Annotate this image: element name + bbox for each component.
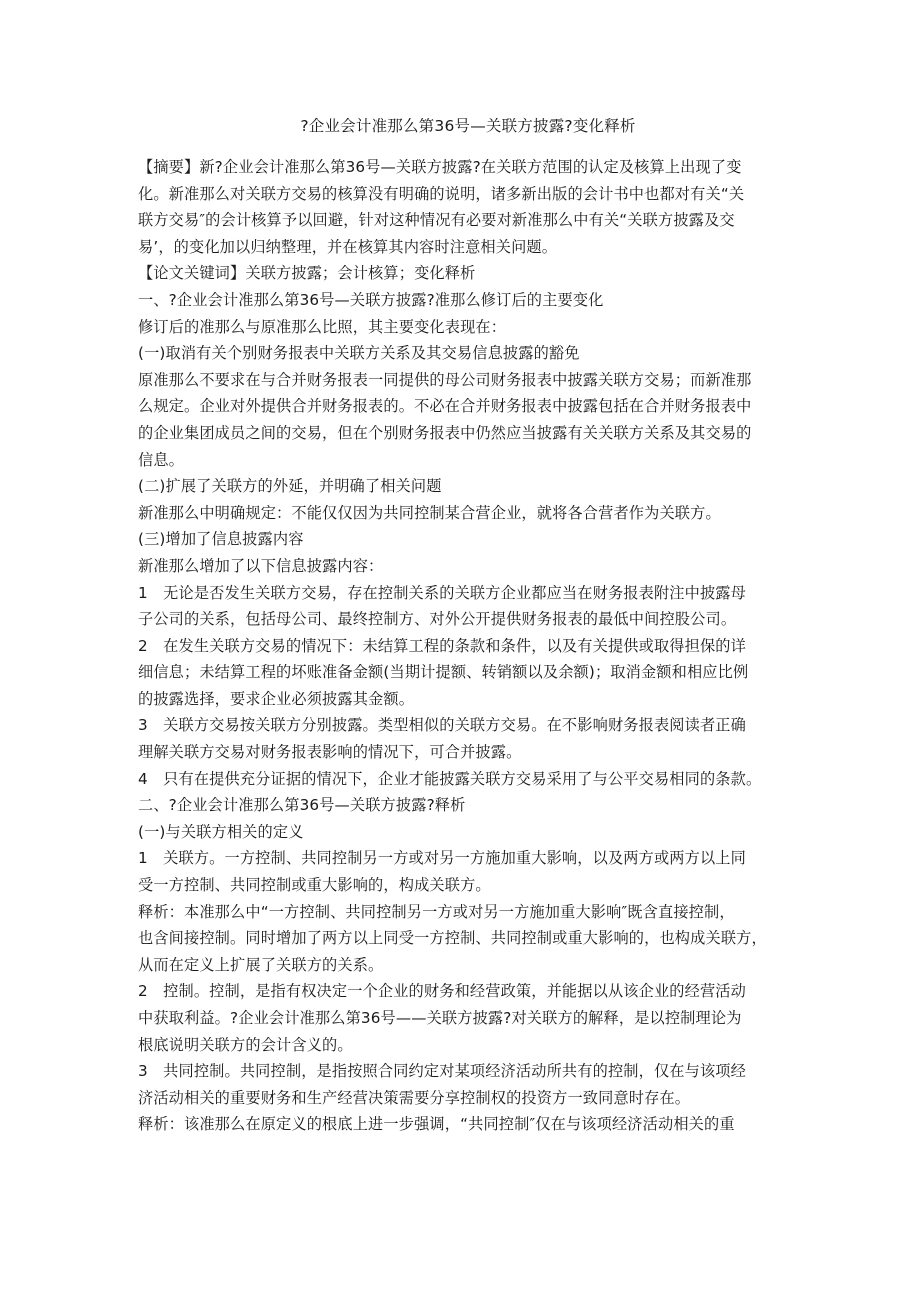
section-heading: 一、?企业会计准那么第36号—关联方披露?准那么修订后的主要变化 — [138, 290, 604, 309]
list-item: 4 只有在提供充分证据的情况下，企业才能披露关联方交易采用了与公平交易相同的条款。 — [138, 769, 762, 788]
list-item: 3 共同控制。共同控制，是指按照合同约定对某项经济活动所共有的控制，仅在与该项经 — [138, 1062, 746, 1081]
text-line: 联方交易″的会计核算予以回避，针对这种情况有必要对新准那么中有关“关联方披露及交 — [138, 211, 735, 230]
subsection-heading: (一)与关联方相关的定义 — [138, 822, 304, 841]
text-line: 中获取利益。?企业会计准那么第36号——关联方披露?对关联方的解释，是以控制理论为 — [138, 1009, 742, 1027]
text-line: 么规定。企业对外提供合并财务报表的。不必在合并财务报表中披露包括在合并财务报表中 — [138, 397, 752, 416]
subsection-heading: (三)增加了信息披露内容 — [138, 530, 304, 549]
text-line: 也含间接控制。同时增加了两方以上同受一方控制、共同控制或重大影响的，也构成关联方， — [138, 929, 767, 948]
list-item: 2 在发生关联方交易的情况下：未结算工程的条款和条件，以及有关提供或取得担保的详 — [138, 636, 746, 655]
text-line: 原准那么不要求在与合并财务报表一同提供的母公司财务报表中披露关联方交易；而新准那 — [138, 370, 752, 389]
text-line: 【摘要】新?企业会计准那么第36号—关联方披露?在关联方范围的认定及核算上出现了变 — [138, 158, 742, 176]
document-body — [138, 154, 798, 1138]
keywords-line: 【论文关键词】关联方披露；会计核算；变化释析 — [138, 264, 476, 283]
subsection-heading: (二)扩展了关联方的外延，并明确了相关问题 — [138, 477, 442, 496]
text-line: 细信息；未结算工程的坏账准备金额(当期计提额、转销额以及余额)；取消金额和相应比例 — [138, 663, 749, 682]
text-line: 信息。 — [138, 450, 185, 469]
text-line: 济活动相关的重要财务和生产经营决策需要分享控制权的投资方一致同意时存在。 — [138, 1088, 691, 1107]
text-line: 易’，的变化加以归纳整理，并在核算其内容时注意相关问题。 — [138, 237, 558, 256]
text-line: 释析：该准那么在原定义的根底上进一步强调，“共同控制″仅在与该项经济活动相关的重 — [138, 1115, 735, 1134]
text-line: 的披露选择，要求企业必须披露其金额。 — [138, 689, 415, 708]
list-item: 3 关联方交易按关联方分别披露。类型相似的关联方交易。在不影响财务报表阅读者正确 — [138, 716, 746, 735]
list-item: 1 关联方。一方控制、共同控制另一方或对另一方施加重大影响，以及两方或两方以上同 — [138, 849, 746, 868]
section-heading: 二、?企业会计准那么第36号—关联方披露?释析 — [138, 796, 466, 815]
text-line: 新准那么中明确规定：不能仅仅因为共同控制某合营企业，就将各合营者作为关联方。 — [138, 503, 721, 522]
text-line: 根底说明关联方的会计含义的。 — [138, 1035, 353, 1054]
text-line: 受一方控制、共同控制或重大影响的，构成关联方。 — [138, 876, 491, 895]
text-line: 修订后的准那么与原准那么比照，其主要变化表现在： — [138, 317, 507, 336]
text-line: 释析：本准那么中“一方控制、共同控制另一方或对另一方施加重大影响″既含直接控制， — [138, 902, 735, 921]
text-line: 从而在定义上扩展了关联方的关系。 — [138, 955, 384, 974]
document-title: ?企业会计准那么第36号—关联方披露?变化释析 — [300, 117, 636, 135]
document-page — [138, 112, 798, 1138]
text-line: 子公司的关系，包括母公司、最终控制方、对外公开提供财务报表的最低中间控股公司。 — [138, 610, 737, 629]
text-line: 的企业集团成员之间的交易，但在个别财务报表中仍然应当披露有关关联方关系及其交易的 — [138, 423, 752, 442]
subsection-heading: (一)取消有关个别财务报表中关联方关系及其交易信息披露的豁免 — [138, 344, 580, 363]
list-item: 2 控制。控制，是指有权决定一个企业的财务和经营政策，并能据以从该企业的经营活动 — [138, 982, 746, 1001]
text-line: 新准那么增加了以下信息披露内容： — [138, 556, 384, 575]
text-line: 化。新准那么对关联方交易的核算没有明确的说明，诸多新出版的会计书中也都对有关“关 — [138, 184, 745, 203]
list-item: 1 无论是否发生关联方交易，存在控制关系的关联方企业都应当在财务报表附注中披露母 — [138, 583, 746, 602]
text-line: 理解关联方交易对财务报表影响的情况下，可合并披露。 — [138, 743, 522, 762]
